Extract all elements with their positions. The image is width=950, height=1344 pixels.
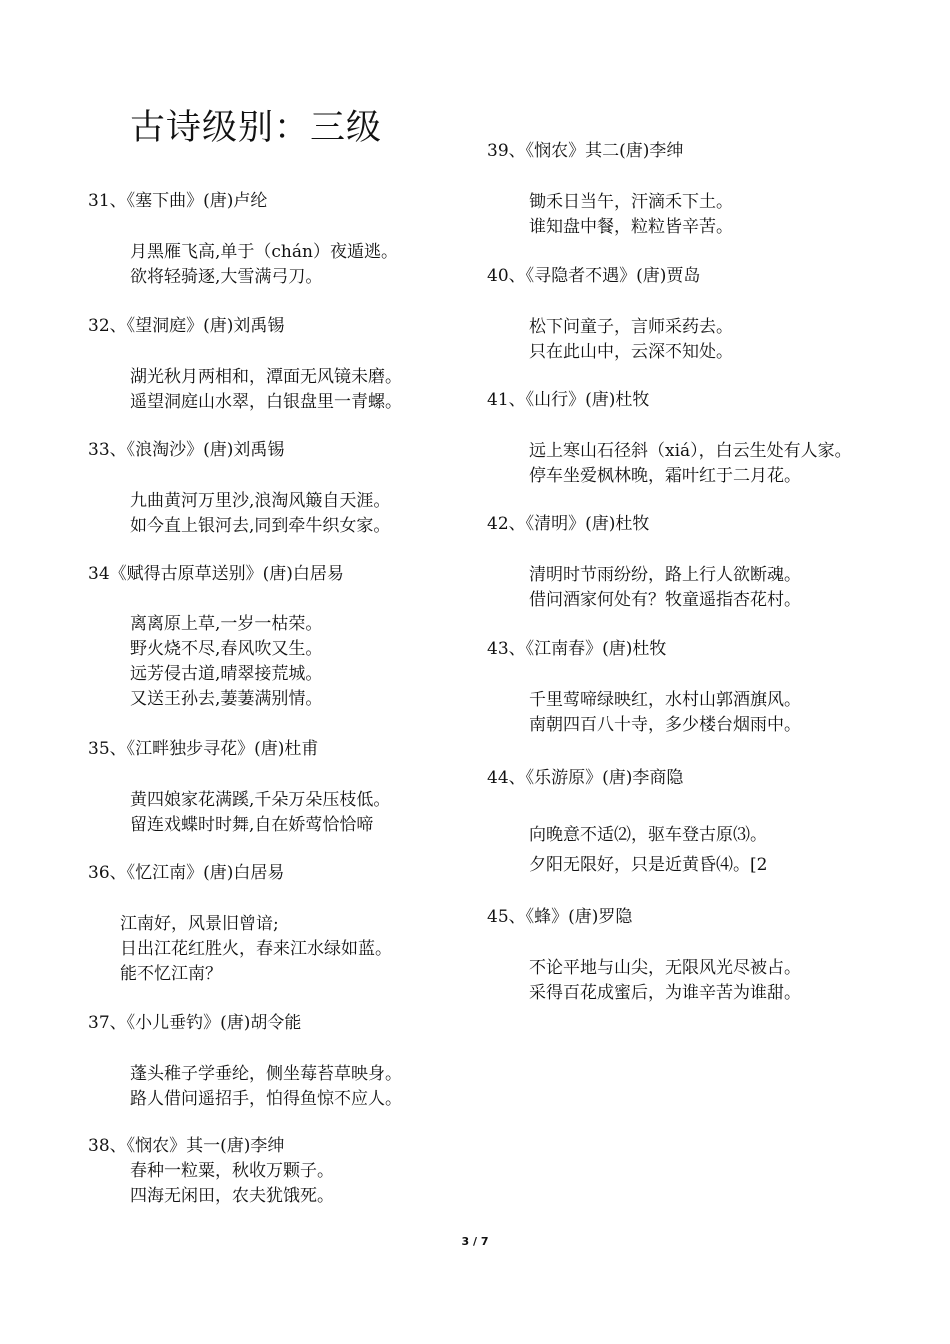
poem-32 <box>88 314 402 415</box>
poem-heading: 42、《清明》(唐)杜牧 <box>487 514 650 534</box>
poem-line: 路人借问遥招手，怕得鱼惊不应人。 <box>130 1089 402 1109</box>
poem-line: 如今直上银河去,同到牵牛织女家。 <box>130 516 391 536</box>
poem-line: 采得百花成蜜后，为谁辛苦为谁甜。 <box>529 983 801 1003</box>
poem-line: 借问酒家何处有？牧童遥指杏花村。 <box>529 590 801 610</box>
poem-line: 远上寒山石径斜（xiá），白云生处有人家。 <box>529 441 852 461</box>
poem-line: 春种一粒粟，秋收万颗子。 <box>130 1161 334 1181</box>
poem-heading: 41、《山行》(唐)杜牧 <box>487 390 650 410</box>
poem-38 <box>88 1134 334 1209</box>
poem-line: 留连戏蝶时时舞,自在娇莺恰恰啼 <box>130 815 374 835</box>
poem-line: 欲将轻骑逐,大雪满弓刀。 <box>130 267 323 287</box>
poem-heading: 44、《乐游原》(唐)李商隐 <box>487 768 684 788</box>
poem-heading: 34《赋得古原草送别》(唐)白居易 <box>88 564 344 584</box>
poem-35 <box>88 737 390 838</box>
poem-line: 江南好，风景旧曾谙; <box>120 914 279 934</box>
poem-36 <box>88 861 392 987</box>
poem-line: 不论平地与山尖，无限风光尽被占。 <box>529 958 801 978</box>
poem-heading: 45、《蜂》(唐)罗隐 <box>487 907 633 927</box>
poem-40 <box>487 264 733 365</box>
poem-34 <box>88 562 344 712</box>
poem-line: 日出江花红胜火，春来江水绿如蓝。 <box>120 939 392 959</box>
poem-line: 千里莺啼绿映红，水村山郭酒旗风。 <box>529 690 801 710</box>
poem-line: 蓬头稚子学垂纶，侧坐莓苔草映身。 <box>130 1064 402 1084</box>
poem-line: 四海无闲田，农夫犹饿死。 <box>130 1186 334 1206</box>
poem-line: 野火烧不尽,春风吹又生。 <box>130 639 323 659</box>
poem-line: 夕阳无限好，只是近黄昏⑷。[2 <box>529 855 768 875</box>
poem-line: 又送王孙去,萋萋满别情。 <box>130 689 323 709</box>
poem-line: 只在此山中，云深不知处。 <box>529 342 733 362</box>
poem-line: 锄禾日当午，汗滴禾下土。 <box>529 192 733 212</box>
poem-heading: 38、《悯农》其一(唐)李绅 <box>88 1136 285 1156</box>
poem-heading: 35、《江畔独步寻花》(唐)杜甫 <box>88 739 319 759</box>
poem-line: 松下问童子，言师采药去。 <box>529 317 733 337</box>
poem-line: 向晚意不适⑵，驱车登古原⑶。 <box>529 825 767 845</box>
poem-heading: 36、《忆江南》(唐)白居易 <box>88 863 285 883</box>
poem-line: 谁知盘中餐，粒粒皆辛苦。 <box>529 217 733 237</box>
poem-heading: 43、《江南春》(唐)杜牧 <box>487 639 667 659</box>
poem-line: 黄四娘家花满蹊,千朵万朵压枝低。 <box>130 790 391 810</box>
page-title: 古诗级别：三级 <box>130 108 383 148</box>
poem-line: 九曲黄河万里沙,浪淘风簸自天涯。 <box>130 491 391 511</box>
poem-line: 离离原上草,一岁一枯荣。 <box>130 614 323 634</box>
poem-line: 能不忆江南？ <box>120 964 222 984</box>
poem-line: 月黑雁飞高,单于（chán）夜遁逃。 <box>130 242 398 262</box>
poem-heading: 37、《小儿垂钓》(唐)胡令能 <box>88 1013 302 1033</box>
poem-31 <box>88 189 398 290</box>
poem-line: 停车坐爱枫林晚，霜叶红于二月花。 <box>529 466 801 486</box>
poem-33 <box>88 438 390 539</box>
poem-41 <box>487 388 852 489</box>
poem-heading: 40、《寻隐者不遇》(唐)贾岛 <box>487 266 701 286</box>
poem-line: 湖光秋月两相和，潭面无风镜未磨。 <box>130 367 402 387</box>
poem-42 <box>487 512 801 613</box>
poem-43 <box>487 637 801 738</box>
poem-heading: 39、《悯农》其二(唐)李绅 <box>487 141 684 161</box>
poem-37 <box>88 1011 402 1112</box>
poem-line: 清明时节雨纷纷，路上行人欲断魂。 <box>529 565 801 585</box>
poem-39 <box>487 139 733 240</box>
poem-heading: 33、《浪淘沙》(唐)刘禹锡 <box>88 440 285 460</box>
poem-heading: 31、《塞下曲》(唐)卢纶 <box>88 191 268 211</box>
poem-line: 遥望洞庭山水翠，白银盘里一青螺。 <box>130 392 402 412</box>
page-number: 3 / 7 <box>461 1235 489 1248</box>
poem-44 <box>487 766 767 880</box>
poem-line: 南朝四百八十寺，多少楼台烟雨中。 <box>529 715 801 735</box>
poem-line: 远芳侵古道,晴翠接荒城。 <box>130 664 323 684</box>
poem-heading: 32、《望洞庭》(唐)刘禹锡 <box>88 316 285 336</box>
poem-45 <box>487 905 801 1006</box>
